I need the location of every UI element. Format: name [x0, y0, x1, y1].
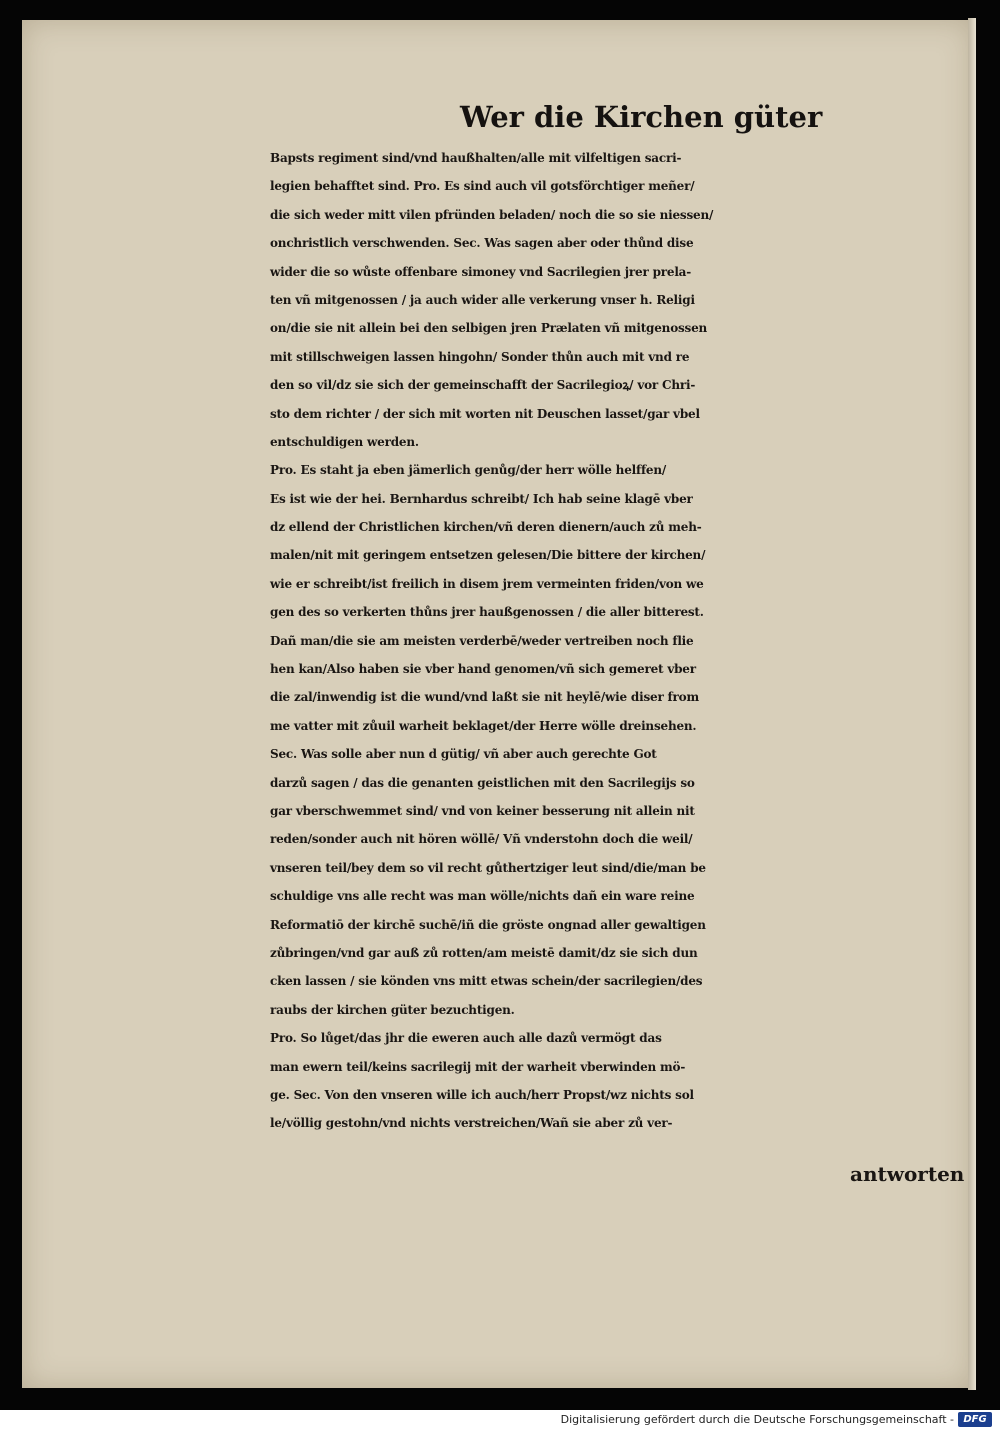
text-line: die zal/inwendig ist die wund/vnd laßt sie nit heylē/wie diser from	[270, 690, 699, 705]
text-line: gen des so verkerten thůns jrer haußgenossen / die aller bitterest.	[270, 605, 704, 620]
footer-funding-text: Digitalisierung gefördert durch die Deutsche Forschungsgemeinschaft -	[560, 1413, 954, 1426]
footer	[0, 1410, 1000, 1431]
text-line: me vatter mit zůuil warheit beklaget/der Herre wölle dreinsehen.	[270, 718, 697, 733]
text-line: dz ellend der Christlichen kirchen/vñ deren dienern/auch zů meh-	[270, 520, 702, 535]
text-line: ge. Sec. Von den vnseren wille ich auch/herr Propst/wz nichts sol	[270, 1087, 694, 1102]
text-line: malen/nit mit geringem entsetzen gelesen/Die bittere der kirchen/	[270, 548, 706, 563]
text-line: Reformatiō der kirchē suchē/iñ die gröste ongnad aller gewaltigen	[270, 917, 706, 932]
text-line: Dañ man/die sie am meisten verderbē/weder vertreiben noch flie	[270, 633, 694, 648]
text-line: gar vberschwemmet sind/ vnd von keiner besserung nit allein nit	[270, 803, 695, 818]
dfg-logo: DFG	[958, 1412, 992, 1427]
text-line: die sich weder mitt vilen pfründen beladen/ noch die so sie niessen/	[270, 207, 714, 222]
text-line: vnseren teil/bey dem so vil recht gůthertziger leut sind/die/man be	[270, 860, 706, 875]
text-line: cken lassen / sie könden vns mitt etwas schein/der sacrilegien/des	[270, 974, 703, 989]
text-line: Pro. Es staht ja eben jämerlich genůg/der herr wölle helffen/	[270, 463, 667, 478]
catchword: antworten	[850, 1162, 965, 1186]
text-line: zůbringen/vnd gar auß zů rotten/am meistē damit/dz sie sich dun	[270, 945, 698, 960]
text-line: Bapsts regiment sind/vnd haußhalten/alle mit vilfeltigen sacri-	[270, 151, 682, 165]
text-line: den so vil/dz sie sich der gemeinschafft der Sacrilegioꝝ/ vor Chri-	[270, 378, 696, 393]
text-line: schuldige vns alle recht was man wölle/nichts dañ ein ware reine	[270, 889, 695, 904]
text-line: hen kan/Also haben sie vber hand genomen/vñ sich gemeret vber	[270, 662, 696, 677]
text-line: sto dem richter / der sich mit worten nit Deuschen lasset/gar vbel	[270, 406, 700, 421]
text-line: Es ist wie der hei. Bernhardus schreibt/ Ich hab seine klagē vber	[270, 491, 693, 506]
text-line: entschuldigen werden.	[270, 434, 419, 449]
text-line: wie er schreibt/ist freilich in disem jrem vermeinten friden/von we	[270, 576, 704, 591]
text-line: onchristlich verschwenden. Sec. Was sagen aber oder thůnd dise	[270, 236, 694, 251]
text-line: reden/sonder auch nit hören wöllē/ Vñ vnderstohn doch die weil/	[270, 832, 693, 847]
body-text	[270, 144, 970, 1138]
text-line: raubs der kirchen güter bezuchtigen.	[270, 1002, 515, 1017]
text-line: wider die so wůste offenbare simoney vnd Sacrilegien jrer prela-	[270, 264, 692, 279]
text-line: man ewern teil/keins sacrilegij mit der warheit vberwinden mö-	[270, 1059, 686, 1074]
text-line: darzů sagen / das die genanten geistlichen mit den Sacrilegijs so	[270, 775, 695, 790]
text-line: on/die sie nit allein bei den selbigen jren Prælaten vñ mitgenossen	[270, 321, 708, 336]
text-line: Pro. So lůget/das jhr die eweren auch alle dazů vermögt das	[270, 1031, 662, 1046]
text-line: legien behafftet sind. Pro. Es sind auch vil gotsförchtiger meñer/	[270, 179, 695, 194]
running-head: Wer die Kirchen güter	[460, 100, 823, 134]
text-line: Sec. Was solle aber nun d gütig/ vñ aber auch gerechte Got	[270, 747, 657, 762]
text-line: mit stillschweigen lassen hingohn/ Sonder thůn auch mit vnd re	[270, 349, 690, 364]
text-line: ten vñ mitgenossen / ja auch wider alle verkerung vnser h. Religi	[270, 292, 695, 307]
text-line: le/völlig gestohn/vnd nichts verstreichen/Wañ sie aber zů ver-	[270, 1116, 673, 1131]
